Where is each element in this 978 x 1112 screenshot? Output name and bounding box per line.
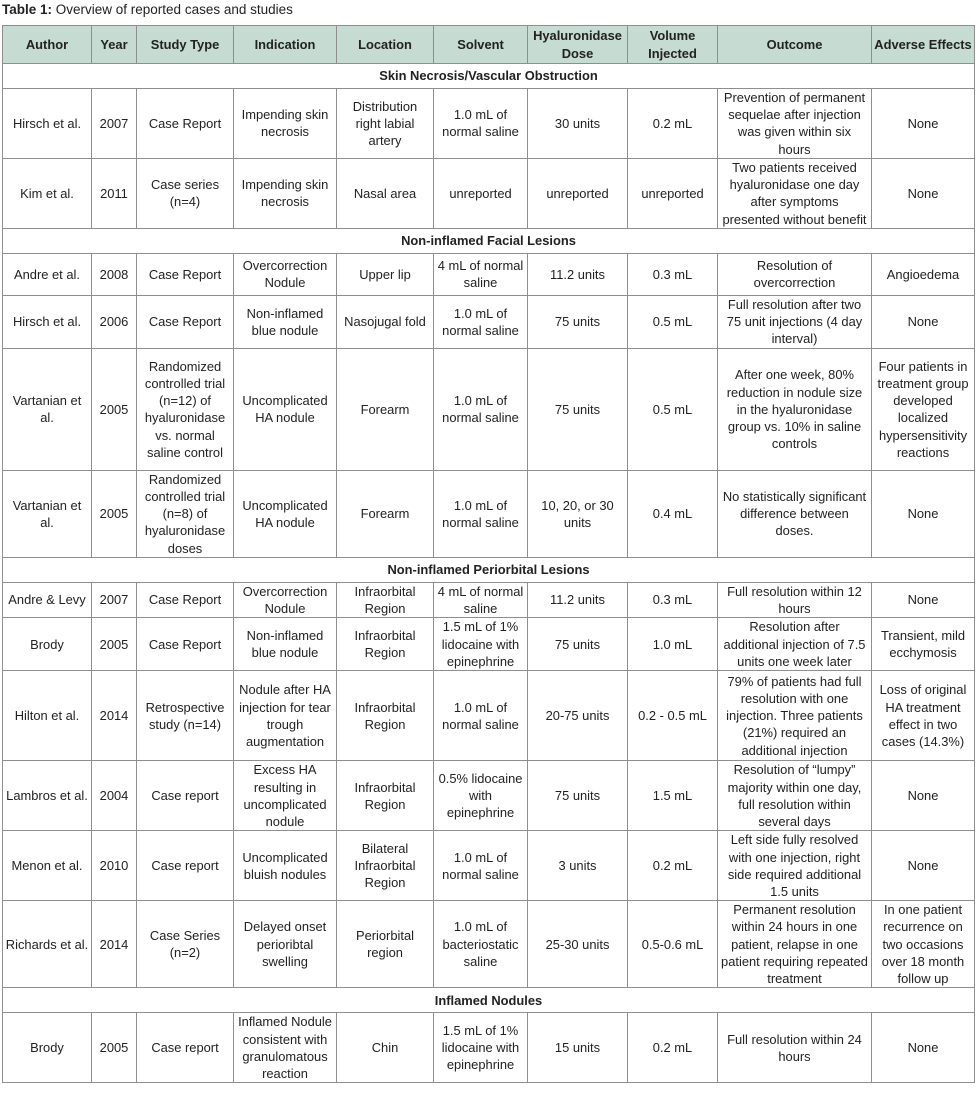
cell-solvent: 1.0 mL of bacteriostatic saline bbox=[434, 901, 528, 988]
cell-solvent: 1.0 mL of normal saline bbox=[434, 831, 528, 901]
cell-adverse-effects: None bbox=[872, 295, 975, 348]
cell-indication: Impending skin necrosis bbox=[234, 89, 337, 159]
cell-indication: Impending skin necrosis bbox=[234, 158, 337, 228]
cell-study-type: Case Report bbox=[137, 582, 234, 617]
cell-author: Hirsch et al. bbox=[3, 89, 92, 159]
column-header-year: Year bbox=[92, 26, 137, 64]
cell-location: Nasojugal fold bbox=[337, 295, 434, 348]
table-row bbox=[3, 158, 975, 228]
cell-indication: Nodule after HA injection for tear trough augmentation bbox=[234, 671, 337, 761]
caption-text: Overview of reported cases and studies bbox=[52, 2, 293, 17]
cell-author: Hilton et al. bbox=[3, 671, 92, 761]
column-header-indication: Indication bbox=[234, 26, 337, 64]
table-row bbox=[3, 89, 975, 159]
cell-solvent: 1.0 mL of normal saline bbox=[434, 89, 528, 159]
table-header bbox=[3, 26, 975, 64]
column-header-dose: Hyaluronidase Dose bbox=[528, 26, 628, 64]
cell-location: Chin bbox=[337, 1013, 434, 1083]
table-caption bbox=[2, 1, 293, 19]
cell-volume: 1.0 mL bbox=[628, 618, 718, 671]
cell-adverse-effects: In one patient recurrence on two occasions over 18 month follow up bbox=[872, 901, 975, 988]
cell-adverse-effects: None bbox=[872, 158, 975, 228]
cell-study-type: Case report bbox=[137, 831, 234, 901]
cell-adverse-effects: None bbox=[872, 831, 975, 901]
cell-solvent: 1.0 mL of normal saline bbox=[434, 295, 528, 348]
cell-study-type: Case report bbox=[137, 761, 234, 831]
cell-volume: 0.4 mL bbox=[628, 470, 718, 557]
cell-study-type: Case Report bbox=[137, 295, 234, 348]
cell-volume: 0.2 mL bbox=[628, 1013, 718, 1083]
cell-dose: 75 units bbox=[528, 348, 628, 470]
cell-indication: Overcorrection Nodule bbox=[234, 582, 337, 617]
table-row bbox=[3, 1013, 975, 1083]
cell-adverse-effects: Transient, mild ecchymosis bbox=[872, 618, 975, 671]
cell-year: 2005 bbox=[92, 1013, 137, 1083]
cell-year: 2005 bbox=[92, 348, 137, 470]
cell-dose: 20-75 units bbox=[528, 671, 628, 761]
cell-solvent: 1.0 mL of normal saline bbox=[434, 348, 528, 470]
table-row bbox=[3, 295, 975, 348]
cell-year: 2014 bbox=[92, 901, 137, 988]
cell-volume: 0.3 mL bbox=[628, 582, 718, 617]
cell-outcome: Prevention of permanent sequelae after injection was given within six hours bbox=[718, 89, 872, 159]
cell-author: Menon et al. bbox=[3, 831, 92, 901]
table-row bbox=[3, 618, 975, 671]
cell-solvent: 1.5 mL of 1% lidocaine with epinephrine bbox=[434, 618, 528, 671]
column-header-outcome: Outcome bbox=[718, 26, 872, 64]
cell-solvent: 1.5 mL of 1% lidocaine with epinephrine bbox=[434, 1013, 528, 1083]
cell-dose: 75 units bbox=[528, 618, 628, 671]
cell-location: Infraorbital Region bbox=[337, 582, 434, 617]
cell-outcome: After one week, 80% reduction in nodule size in the hyaluronidase group vs. 10% in saline controls bbox=[718, 348, 872, 470]
cell-year: 2010 bbox=[92, 831, 137, 901]
column-header-solvent: Solvent bbox=[434, 26, 528, 64]
cell-author: Andre et al. bbox=[3, 253, 92, 295]
column-header-author: Author bbox=[3, 26, 92, 64]
cell-outcome: Permanent resolution within 24 hours in one patient, relapse in one patient requiring repeated treatment bbox=[718, 901, 872, 988]
cell-outcome: Resolution of “lumpy” majority within one day, full resolution within several days bbox=[718, 761, 872, 831]
cell-solvent: unreported bbox=[434, 158, 528, 228]
cell-year: 2007 bbox=[92, 89, 137, 159]
cases-table bbox=[2, 25, 975, 1083]
cell-solvent: 4 mL of normal saline bbox=[434, 582, 528, 617]
table-body bbox=[3, 64, 975, 1083]
cell-adverse-effects: None bbox=[872, 582, 975, 617]
section-row bbox=[3, 228, 975, 253]
column-header-study-type: Study Type bbox=[137, 26, 234, 64]
cell-study-type: Case Report bbox=[137, 618, 234, 671]
cell-adverse-effects: None bbox=[872, 1013, 975, 1083]
cell-location: Forearm bbox=[337, 470, 434, 557]
cell-study-type: Randomized controlled trial (n=12) of hyaluronidase vs. normal saline control bbox=[137, 348, 234, 470]
column-header-location: Location bbox=[337, 26, 434, 64]
cell-indication: Overcorrection Nodule bbox=[234, 253, 337, 295]
cell-indication: Non-inflamed blue nodule bbox=[234, 618, 337, 671]
table-row bbox=[3, 901, 975, 988]
cell-outcome: Full resolution within 24 hours bbox=[718, 1013, 872, 1083]
cell-dose: unreported bbox=[528, 158, 628, 228]
cell-volume: 0.3 mL bbox=[628, 253, 718, 295]
cell-volume: 0.2 mL bbox=[628, 89, 718, 159]
cell-outcome: 79% of patients had full resolution with one injection. Three patients (21%) required an additional injection bbox=[718, 671, 872, 761]
cell-dose: 11.2 units bbox=[528, 253, 628, 295]
cell-adverse-effects: Angioedema bbox=[872, 253, 975, 295]
cell-location: Infraorbital Region bbox=[337, 761, 434, 831]
cell-year: 2007 bbox=[92, 582, 137, 617]
cell-location: Infraorbital Region bbox=[337, 671, 434, 761]
cell-dose: 11.2 units bbox=[528, 582, 628, 617]
cell-location: Periorbital region bbox=[337, 901, 434, 988]
cell-study-type: Retrospective study (n=14) bbox=[137, 671, 234, 761]
table-row bbox=[3, 582, 975, 617]
cell-solvent: 0.5% lidocaine with epinephrine bbox=[434, 761, 528, 831]
cell-indication: Inflamed Nodule consistent with granulomatous reaction bbox=[234, 1013, 337, 1083]
cell-solvent: 1.0 mL of normal saline bbox=[434, 671, 528, 761]
cell-outcome: Full resolution after two 75 unit injections (4 day interval) bbox=[718, 295, 872, 348]
cell-outcome: Left side fully resolved with one injection, right side required additional 1.5 units bbox=[718, 831, 872, 901]
table-row bbox=[3, 831, 975, 901]
section-title: Skin Necrosis/Vascular Obstruction bbox=[3, 64, 975, 89]
cell-indication: Non-inflamed blue nodule bbox=[234, 295, 337, 348]
cell-solvent: 1.0 mL of normal saline bbox=[434, 470, 528, 557]
cell-outcome: Full resolution within 12 hours bbox=[718, 582, 872, 617]
cell-dose: 75 units bbox=[528, 295, 628, 348]
cell-year: 2005 bbox=[92, 618, 137, 671]
cell-outcome: Resolution of overcorrection bbox=[718, 253, 872, 295]
cell-location: Upper lip bbox=[337, 253, 434, 295]
cell-author: Richards et al. bbox=[3, 901, 92, 988]
cell-indication: Uncomplicated HA nodule bbox=[234, 348, 337, 470]
cell-study-type: Case Report bbox=[137, 253, 234, 295]
column-header-adverse-effects: Adverse Effects bbox=[872, 26, 975, 64]
section-title: Non-inflamed Periorbital Lesions bbox=[3, 557, 975, 582]
cell-dose: 15 units bbox=[528, 1013, 628, 1083]
section-row bbox=[3, 64, 975, 89]
cell-adverse-effects: None bbox=[872, 470, 975, 557]
table-row bbox=[3, 253, 975, 295]
cell-adverse-effects: None bbox=[872, 89, 975, 159]
column-header-volume: Volume Injected bbox=[628, 26, 718, 64]
header-row bbox=[3, 26, 975, 64]
table-row bbox=[3, 470, 975, 557]
cell-volume: 0.2 mL bbox=[628, 831, 718, 901]
cell-study-type: Case report bbox=[137, 1013, 234, 1083]
cell-volume: 0.5-0.6 mL bbox=[628, 901, 718, 988]
cell-volume: 0.5 mL bbox=[628, 348, 718, 470]
cell-adverse-effects: None bbox=[872, 761, 975, 831]
cell-solvent: 4 mL of normal saline bbox=[434, 253, 528, 295]
cell-study-type: Case series (n=4) bbox=[137, 158, 234, 228]
table-row bbox=[3, 671, 975, 761]
cell-dose: 30 units bbox=[528, 89, 628, 159]
cell-year: 2005 bbox=[92, 470, 137, 557]
cell-volume: 0.2 - 0.5 mL bbox=[628, 671, 718, 761]
cell-volume: unreported bbox=[628, 158, 718, 228]
section-row bbox=[3, 557, 975, 582]
cell-year: 2006 bbox=[92, 295, 137, 348]
cell-study-type: Case Report bbox=[137, 89, 234, 159]
cell-year: 2008 bbox=[92, 253, 137, 295]
cell-location: Forearm bbox=[337, 348, 434, 470]
cell-year: 2004 bbox=[92, 761, 137, 831]
cell-dose: 3 units bbox=[528, 831, 628, 901]
section-row bbox=[3, 988, 975, 1013]
cell-location: Infraorbital Region bbox=[337, 618, 434, 671]
cell-author: Vartanian et al. bbox=[3, 470, 92, 557]
cell-indication: Uncomplicated HA nodule bbox=[234, 470, 337, 557]
cell-year: 2011 bbox=[92, 158, 137, 228]
section-title: Inflamed Nodules bbox=[3, 988, 975, 1013]
cell-dose: 25-30 units bbox=[528, 901, 628, 988]
cell-adverse-effects: Loss of original HA treatment effect in two cases (14.3%) bbox=[872, 671, 975, 761]
cell-author: Brody bbox=[3, 618, 92, 671]
cell-indication: Delayed onset perioribtal swelling bbox=[234, 901, 337, 988]
cell-author: Vartanian et al. bbox=[3, 348, 92, 470]
cell-outcome: Resolution after additional injection of 7.5 units one week later bbox=[718, 618, 872, 671]
cell-location: Nasal area bbox=[337, 158, 434, 228]
cell-author: Lambros et al. bbox=[3, 761, 92, 831]
cell-location: Bilateral Infraorbital Region bbox=[337, 831, 434, 901]
section-title: Non-inflamed Facial Lesions bbox=[3, 228, 975, 253]
cell-dose: 75 units bbox=[528, 761, 628, 831]
cell-author: Andre & Levy bbox=[3, 582, 92, 617]
cell-author: Hirsch et al. bbox=[3, 295, 92, 348]
table-row bbox=[3, 348, 975, 470]
cell-author: Kim et al. bbox=[3, 158, 92, 228]
cell-study-type: Case Series (n=2) bbox=[137, 901, 234, 988]
cell-year: 2014 bbox=[92, 671, 137, 761]
cell-indication: Uncomplicated bluish nodules bbox=[234, 831, 337, 901]
cell-dose: 10, 20, or 30 units bbox=[528, 470, 628, 557]
cell-volume: 0.5 mL bbox=[628, 295, 718, 348]
cell-outcome: Two patients received hyaluronidase one day after symptoms presented without benefit bbox=[718, 158, 872, 228]
cell-volume: 1.5 mL bbox=[628, 761, 718, 831]
cell-indication: Excess HA resulting in uncomplicated nodule bbox=[234, 761, 337, 831]
table-row bbox=[3, 761, 975, 831]
cell-study-type: Randomized controlled trial (n=8) of hyaluronidase doses bbox=[137, 470, 234, 557]
cell-adverse-effects: Four patients in treatment group developed localized hypersensitivity reactions bbox=[872, 348, 975, 470]
cell-outcome: No statistically significant difference between doses. bbox=[718, 470, 872, 557]
cell-location: Distribution right labial artery bbox=[337, 89, 434, 159]
caption-label: Table 1: bbox=[2, 2, 53, 17]
cell-author: Brody bbox=[3, 1013, 92, 1083]
